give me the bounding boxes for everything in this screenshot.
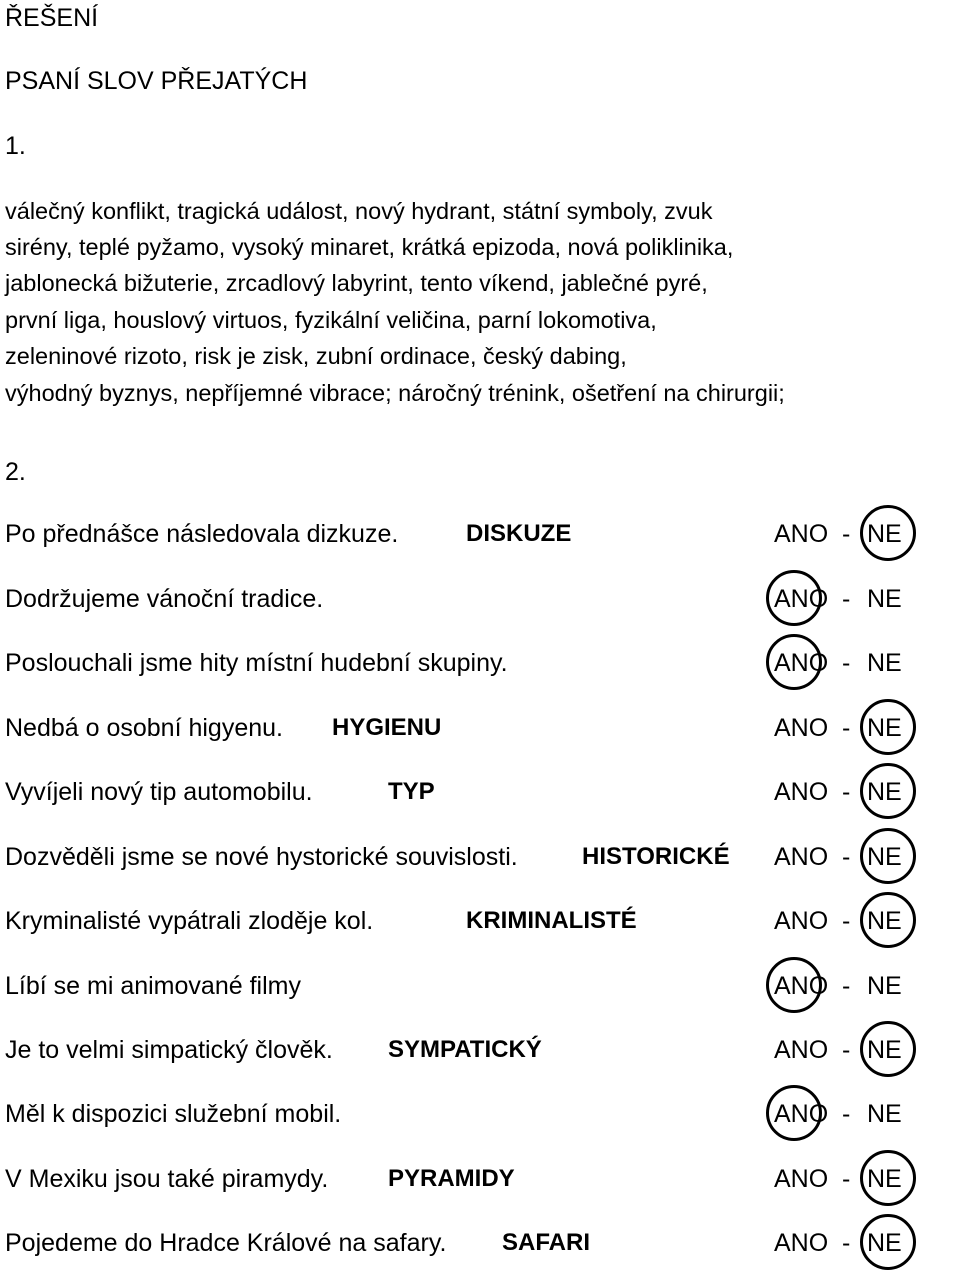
answer-separator: - (842, 907, 851, 935)
answer-yes[interactable]: ANO (774, 520, 829, 548)
selection-circle (860, 763, 916, 819)
answer-yes[interactable]: ANO (774, 778, 829, 806)
answer-choice (772, 517, 912, 557)
answer-separator: - (842, 649, 851, 677)
paragraph-line: válečný konflikt, tragická událost, nový hydrant, státní symboly, zvuk (5, 198, 713, 224)
answer-separator: - (842, 520, 851, 548)
page-title: ŘEŠENÍ (5, 4, 99, 32)
answer-separator: - (842, 585, 851, 613)
selection-circle (766, 1085, 822, 1141)
selection-circle (766, 957, 822, 1013)
selection-circle (766, 570, 822, 626)
answer-choice (772, 1226, 912, 1266)
exercise-sentence: Dodržujeme vánoční tradice. (5, 585, 324, 613)
answer-choice (772, 1097, 912, 1137)
answer-choice (772, 969, 912, 1009)
selection-circle (860, 699, 916, 755)
answer-no[interactable]: NE (867, 972, 902, 1000)
selection-circle (860, 892, 916, 948)
correction-text: SYMPATICKÝ (388, 1036, 542, 1063)
correction-text: PYRAMIDY (388, 1165, 515, 1192)
exercise-sentence: Dozvěděli jsme se nové hystorické souvislosti. (5, 843, 518, 871)
paragraph-line: první liga, houslový virtuos, fyzikální veličina, parní lokomotiva, (5, 307, 657, 333)
answer-separator: - (842, 1100, 851, 1128)
exercise-sentence: V Mexiku jsou také piramydy. (5, 1165, 329, 1193)
answer-no[interactable]: NE (867, 649, 902, 677)
answer-no[interactable]: NE (867, 1100, 902, 1128)
exercise-sentence: Je to velmi simpatický člověk. (5, 1036, 333, 1064)
answer-separator: - (842, 1165, 851, 1193)
correction-text: HYGIENU (332, 714, 442, 741)
answer-separator: - (842, 1229, 851, 1257)
correction-text: DISKUZE (466, 520, 572, 547)
answer-no[interactable]: NE (867, 843, 902, 871)
answer-no[interactable]: NE (867, 1229, 902, 1257)
selection-circle (860, 1021, 916, 1077)
answer-yes[interactable]: ANO (774, 585, 829, 613)
correction-text: SAFARI (502, 1229, 591, 1256)
section-1-number: 1. (5, 132, 26, 160)
answer-choice (772, 1162, 912, 1202)
selection-circle (860, 828, 916, 884)
paragraph-line: zeleninové rizoto, risk je zisk, zubní ordinace, český dabing, (5, 343, 627, 369)
correction-text: HISTORICKÉ (582, 843, 730, 870)
answer-yes[interactable]: ANO (774, 1100, 829, 1128)
answer-choice (772, 582, 912, 622)
exercise-sentence: Nedbá o osobní higyenu. (5, 714, 283, 742)
section-2-number: 2. (5, 458, 26, 486)
answer-no[interactable]: NE (867, 907, 902, 935)
answer-separator: - (842, 714, 851, 742)
answer-yes[interactable]: ANO (774, 972, 829, 1000)
answer-yes[interactable]: ANO (774, 1165, 829, 1193)
exercise-sentence: Měl k dispozici služební mobil. (5, 1100, 342, 1128)
page-subtitle: PSANÍ SLOV PŘEJATÝCH (5, 67, 308, 95)
answer-no[interactable]: NE (867, 1036, 902, 1064)
exercise-sentence: Po přednášce následovala dizkuze. (5, 520, 399, 548)
paragraph-line: jablonecká bižuterie, zrcadlový labyrint, tento víkend, jablečné pyré, (5, 270, 708, 296)
correction-text: TYP (388, 778, 435, 805)
answer-no[interactable]: NE (867, 778, 902, 806)
answer-yes[interactable]: ANO (774, 1229, 829, 1257)
answer-choice (772, 711, 912, 751)
selection-circle (766, 634, 822, 690)
answer-no[interactable]: NE (867, 714, 902, 742)
answer-choice (772, 646, 912, 686)
selection-circle (860, 505, 916, 561)
answer-no[interactable]: NE (867, 520, 902, 548)
answer-no[interactable]: NE (867, 1165, 902, 1193)
exercise-sentence: Líbí se mi animované filmy (5, 972, 301, 1000)
answer-separator: - (842, 843, 851, 871)
answer-yes[interactable]: ANO (774, 907, 829, 935)
exercise-sentence: Vyvíjeli nový tip automobilu. (5, 778, 313, 806)
answer-no[interactable]: NE (867, 585, 902, 613)
answer-yes[interactable]: ANO (774, 1036, 829, 1064)
answer-yes[interactable]: ANO (774, 843, 829, 871)
exercise-sentence: Pojedeme do Hradce Králové na safary. (5, 1229, 447, 1257)
paragraph-line: výhodný byznys, nepříjemné vibrace; náročný trénink, ošetření na chirurgii; (5, 380, 785, 406)
exercise-sentence: Kryminalisté vypátrali zloděje kol. (5, 907, 374, 935)
exercise-sentence: Poslouchali jsme hity místní hudební skupiny. (5, 649, 508, 677)
answer-yes[interactable]: ANO (774, 649, 829, 677)
correction-text: KRIMINALISTÉ (466, 907, 637, 934)
selection-circle (860, 1214, 916, 1270)
answer-separator: - (842, 972, 851, 1000)
answer-yes[interactable]: ANO (774, 714, 829, 742)
answer-separator: - (842, 1036, 851, 1064)
selection-circle (860, 1150, 916, 1206)
answer-choice (772, 840, 912, 880)
answer-choice (772, 1033, 912, 1073)
answer-separator: - (842, 778, 851, 806)
paragraph-line: sirény, teplé pyžamo, vysoký minaret, krátká epizoda, nová poliklinika, (5, 234, 734, 260)
answer-choice (772, 775, 912, 815)
answer-choice (772, 904, 912, 944)
